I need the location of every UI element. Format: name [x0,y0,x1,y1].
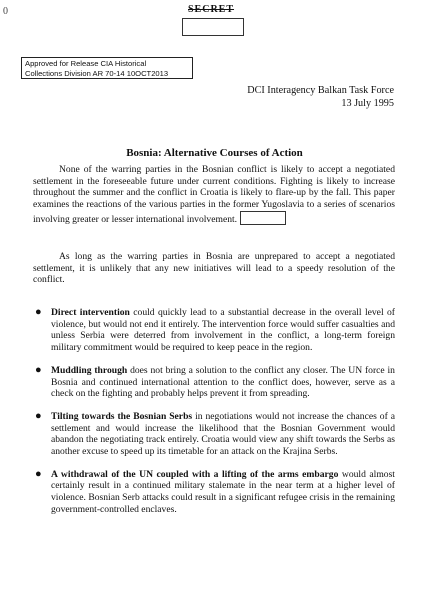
bullet-item [33,307,395,354]
intro-paragraph-2 [33,251,395,286]
document-title: Bosnia: Alternative Courses of Action [126,147,303,159]
intro-paragraph-2-text: As long as the warring parties in Bosnia are unprepared to accept a negotiated settlement, it is unlikely that any new initiatives will lead to a speedy resolution of the conflict. [33,251,395,286]
bullet-dot: ● [35,306,42,318]
intro-paragraph-1-text: None of the warring parties in the Bosnian conflict is likely to accept a negotiated settlement in the foreseeable future under current conditions. Fighting is likely to increase throughout the summer and the conflict in Croatia is likely to flare-up by the fall. This paper examines the reactions of the various parties in the former Yugoslavia to a series of scenarios involving greater or lesser international involvement. [33,164,395,225]
memo-header [247,84,394,110]
bullet-item [33,469,395,516]
bullet-dot: ● [35,363,42,376]
bullet-text: does not bring a solution to the conflict any closer. The UN force in Bosnia and continued international attention to the conflict does, however, serve as a check on the fighting and probably helps prevent it from spreading. [51,364,395,400]
bullet-list [33,307,395,527]
intro-paragraph-1 [33,164,395,226]
bullet-lead: Muddling through [51,364,128,376]
bullet-lead: Tilting towards the Bosnian Serbs [51,410,193,422]
margin-mark: 0 [3,6,8,17]
release-stamp [21,57,193,79]
header-org: DCI Interagency Balkan Task Force [247,85,394,96]
bullet-lead: A withdrawal of the UN coupled with a lifting of the arms embargo [51,468,339,480]
bullet-item [33,365,395,400]
bullet-text: would almost certainly result in a continued military stalemate in the near term at a higher level of violence. Bosnian Serb attacks could result in a significant refugee crisis in the remaining government-controlled enclaves. [51,468,395,515]
bullet-dot: ● [35,409,42,422]
inline-redaction-box [240,211,286,225]
redaction-box-top [182,18,244,36]
bullet-text: in negotiations would not increase the chances of a settlement and would increase the likelihood that the Bosnian Government would abandon the negotiating track entirely. Croatia would view any shift towards the Serbs as another excuse to speed up its timetable for an attack on the Krajina Serbs. [51,410,395,458]
release-stamp-line-2: Collections Division AR 70-14 10OCT2013 [25,69,169,78]
classification-marking: SECRET [188,4,235,15]
bullet-lead: Direct intervention [51,307,130,318]
bullet-text: could quickly lead to a substantial decrease in the overall level of violence, but would not end it entirely. The intervention force would suffer casualties and unless Serbia were deterred from involvement in the conflict, a long-term foreign military commitment would be required to keep peace in the region. [51,307,395,354]
release-stamp-line-1: Approved for Release CIA Historical [25,59,147,68]
bullet-dot: ● [35,467,42,480]
header-date: 13 July 1995 [341,98,394,109]
bullet-item [33,411,395,458]
